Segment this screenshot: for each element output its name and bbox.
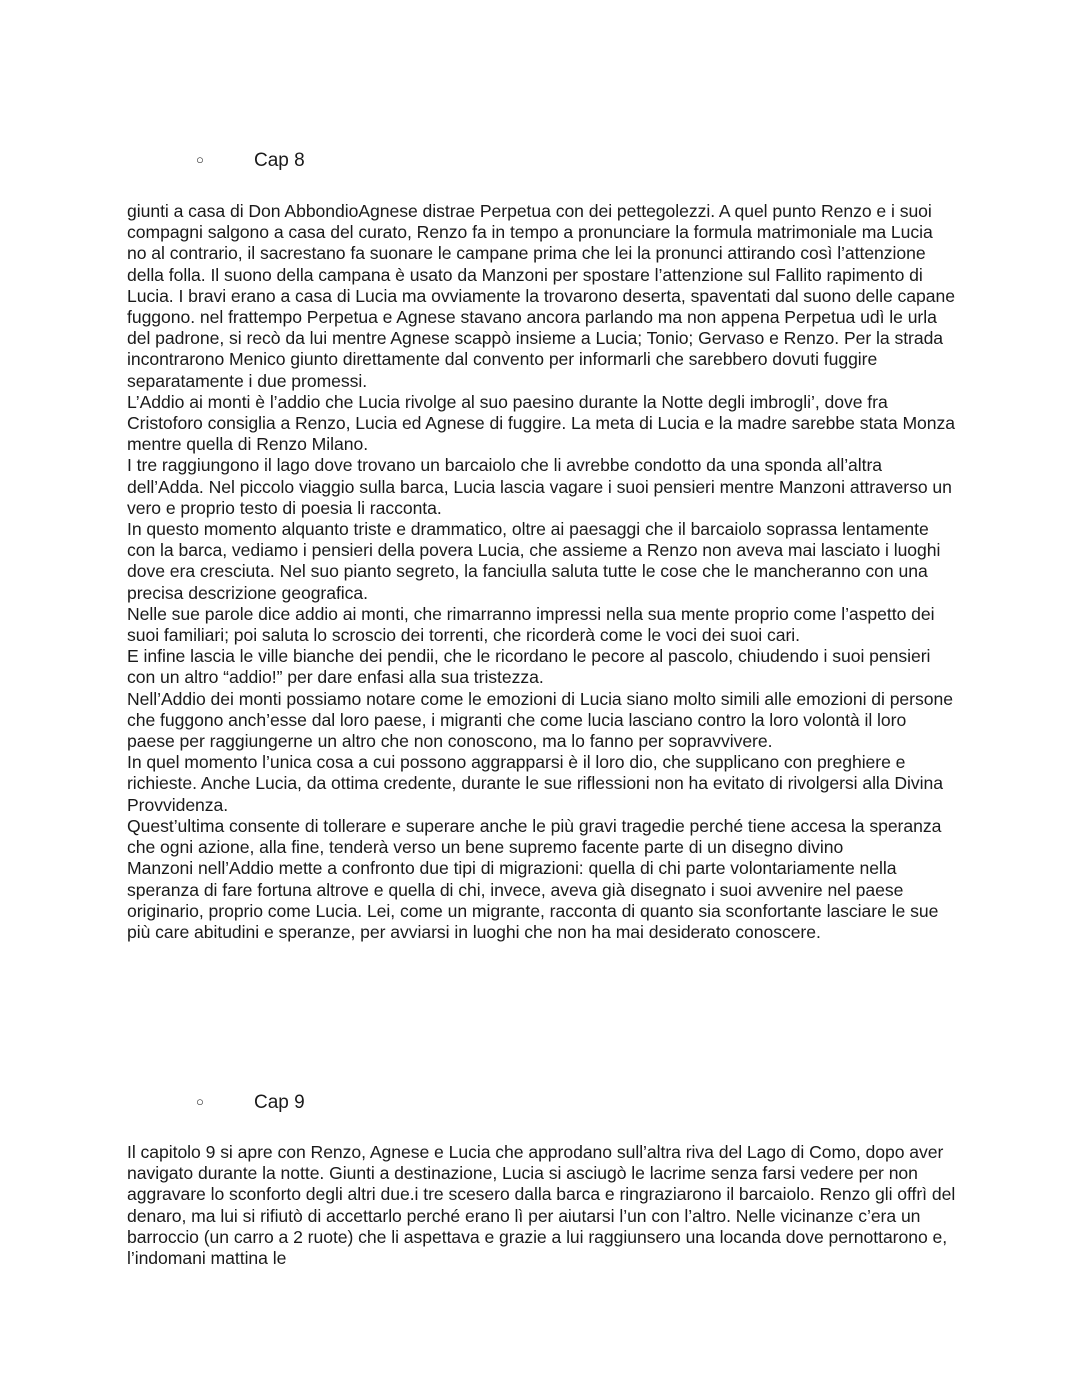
section-body-cap-8	[127, 201, 957, 943]
paragraph: giunti a casa di Don AbbondioAgnese distrae Perpetua con dei pettegolezzi. A quel punto Renzo e i suoi compagni salgono a casa del curato, Renzo fa in tempo a pronunciare la formula matrimoniale ma Lucia no al contrario, il sacrestano fa suonare le campane prima che lei la pronunci attirando così l’attenzione della folla. Il suono della campana è usato da Manzoni per spostare l’attenzione sul Fallito rapimento di Lucia. I bravi erano a casa di Lucia ma ovviamente la trovarono deserta, spaventati dal suono delle capane fuggono. nel frattempo Perpetua e Agnese stavano ancora parlando ma non appena Perpetua udì le urla del padrone, si recò da lui mentre Agnese scappò insieme a Lucia; Tonio; Gervaso e Renzo. Per la strada incontrarono Menico giunto direttamente dal convento per informarli che sarebbero dovuti fuggire separatamente i due promessi.	[127, 201, 955, 391]
section-title: Cap 9	[254, 1092, 305, 1113]
section-heading-cap-9	[196, 1091, 305, 1114]
paragraph: Quest’ultima consente di tollerare e superare anche le più gravi tragedie perché tiene accesa la speranza che ogni azione, alla fine, tenderà verso un bene supremo facente parte di un disegno divino	[127, 815, 942, 858]
paragraph: Nelle sue parole dice addio ai monti, che rimarranno impressi nella sua mente proprio come l’aspetto dei suoi familiari; poi saluta lo scroscio dei torrenti, che ricorderà come le voci dei suoi cari.	[127, 603, 935, 646]
section-body-cap-9	[127, 1142, 957, 1269]
paragraph: In quel momento l’unica cosa a cui possono aggrapparsi è il loro dio, che supplicano con preghiere e richieste. Anche Lucia, da ottima credente, durante le sue riflessioni non ha evitato di rivolgersi alla Divina Provvidenza.	[127, 752, 943, 815]
paragraph: L’Addio ai monti è l’addio che Lucia rivolge al suo paesino durante la Notte degli imbrogli’, dove fra Cristoforo consiglia a Renzo, Lucia ed Agnese di fuggire. La meta di Lucia e la madre sarebbe stata Monza mentre quella di Renzo Milano.	[127, 391, 956, 455]
paragraph: In questo momento alquanto triste e drammatico, oltre ai paesaggi che il barcaiolo soprassa lentamente con la barca, vediamo i pensieri della povera Lucia, che assieme a Renzo non aveva mai lasciato i luoghi dove era cresciuta. Nel suo pianto segreto, la fanciulla saluta tutte le cose che le mancheranno con una precisa descrizione geografica.	[127, 519, 941, 603]
paragraph: I tre raggiungono il lago dove trovano un barcaiolo che li avrebbe condotto da una sponda all’altra dell’Adda. Nel piccolo viaggio sulla barca, Lucia lascia vagare i suoi pensieri mentre Manzoni attraverso un vero e proprio testo di poesia li racconta.	[127, 455, 952, 518]
section-title: Cap 8	[254, 150, 305, 171]
paragraph: E infine lascia le ville bianche dei pendii, che le ricordano le pecore al pascolo, chiudendo i suoi pensieri con un altro “addio!” per dare enfasi alla sua tristezza.	[127, 646, 931, 688]
paragraph: Il capitolo 9 si apre con Renzo, Agnese e Lucia che approdano sull’altra riva del Lago di Como, dopo aver navigato durante la notte. Giunti a destinazione, Lucia si asciugò le lacrime senza farsi vedere per non aggravare lo sconforto degli altri due.i tre scesero dalla barca e ringraziarono il barcaiolo. Renzo gli offrì del denaro, ma lui si rifiutò di accettarlo perché erano lì per aiutarsi l’un con l’altro. Nelle vicinanze c’era un barroccio (un carro a 2 ruote) che li aspettava e grazie a lui raggiunsero una locanda dove pernottarono e, l’indomani mattina le	[127, 1142, 956, 1269]
hollow-bullet-icon: ○	[196, 152, 204, 167]
hollow-bullet-icon: ○	[196, 1094, 204, 1109]
paragraph: Manzoni nell’Addio mette a confronto due tipi di migrazioni: quella di chi parte volontariamente nella speranza di fare fortuna altrove e quella di chi, invece, aveva già disegnato i suoi avvenire nel paese originario, proprio come Lucia. Lei, come un migrante, racconta di quanto sia sconfortante lasciare le sue più care abitudini e speranze, per avviarsi in luoghi che non ha mai desiderato conoscere.	[127, 858, 939, 942]
paragraph: Nell’Addio dei monti possiamo notare come le emozioni di Lucia siano molto simili alle emozioni di persone che fuggono anch’esse dal loro paese, i migranti che come lucia lasciano contro la loro volontà il loro paese per raggiungerne un altro che non conoscono, ma lo fanno per sopravvivere.	[127, 688, 953, 752]
section-heading-cap-8	[196, 149, 305, 172]
